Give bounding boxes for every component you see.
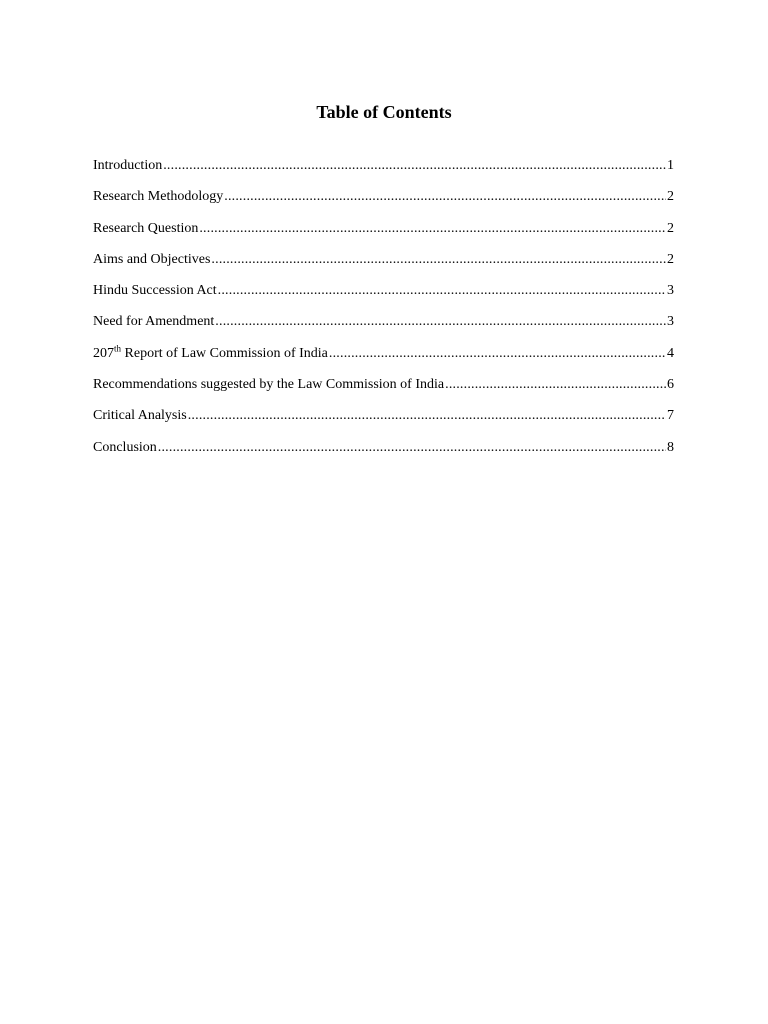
toc-entry-label: Research Methodology: [93, 189, 224, 205]
toc-entry-research-question[interactable]: [93, 219, 674, 250]
toc-entry-critical-analysis[interactable]: [93, 406, 674, 437]
toc-page-number: 1: [667, 158, 674, 173]
toc-page-number: 8: [667, 439, 674, 455]
toc-dot-leader: [224, 187, 666, 207]
toc-dot-leader: [158, 438, 666, 458]
toc-page-number: 2: [667, 220, 674, 236]
toc-page-number: 6: [667, 377, 674, 393]
toc-dot-leader: [188, 406, 666, 426]
toc-page-number: 3: [667, 283, 674, 299]
toc-page-number: 7: [667, 408, 674, 424]
toc-dot-leader: [199, 219, 666, 239]
toc-entry-research-methodology[interactable]: [93, 187, 674, 218]
toc-entry-label: Critical Analysis: [93, 408, 187, 424]
toc-entry-aims-and-objectives[interactable]: [93, 250, 674, 281]
toc-dot-leader: [215, 312, 666, 332]
toc-entry-hindu-succession-act[interactable]: [93, 281, 674, 312]
toc-entry-label-text: Report of Law Commission of India: [121, 345, 328, 361]
toc-dot-leader: [211, 250, 666, 270]
toc-dot-leader: [445, 375, 666, 395]
toc-entry-conclusion[interactable]: [93, 438, 674, 469]
toc-page-number: 2: [667, 189, 674, 205]
toc-entry-label: Hindu Succession Act: [93, 283, 217, 299]
toc-list: [93, 156, 674, 469]
toc-page-number: 4: [667, 345, 674, 361]
toc-page-number: 2: [667, 251, 674, 267]
page-title: Table of Contents: [316, 102, 452, 122]
toc-dot-leader: [218, 281, 666, 301]
toc-entry-label: Aims and Objectives: [93, 251, 211, 267]
toc-entry-introduction[interactable]: [93, 156, 674, 187]
toc-entry-label: Recommendations suggested by the Law Commission of India: [93, 377, 445, 393]
toc-entry-label: Need for Amendment: [93, 314, 215, 330]
toc-entry-label: [93, 344, 328, 364]
toc-entry-label: Introduction: [93, 158, 163, 173]
toc-dot-leader: [163, 156, 666, 176]
toc-entry-recommendations[interactable]: [93, 375, 674, 406]
toc-entry-label: Research Question: [93, 220, 199, 236]
toc-page-number: 3: [667, 314, 674, 330]
toc-dot-leader: [329, 344, 666, 364]
toc-entry-need-for-amendment[interactable]: [93, 312, 674, 343]
toc-entry-label-ordinal-suffix: th: [114, 343, 122, 354]
toc-entry-207th-report[interactable]: [93, 344, 674, 375]
toc-entry-label-number: 207: [93, 345, 114, 361]
toc-entry-label: Conclusion: [93, 439, 157, 455]
